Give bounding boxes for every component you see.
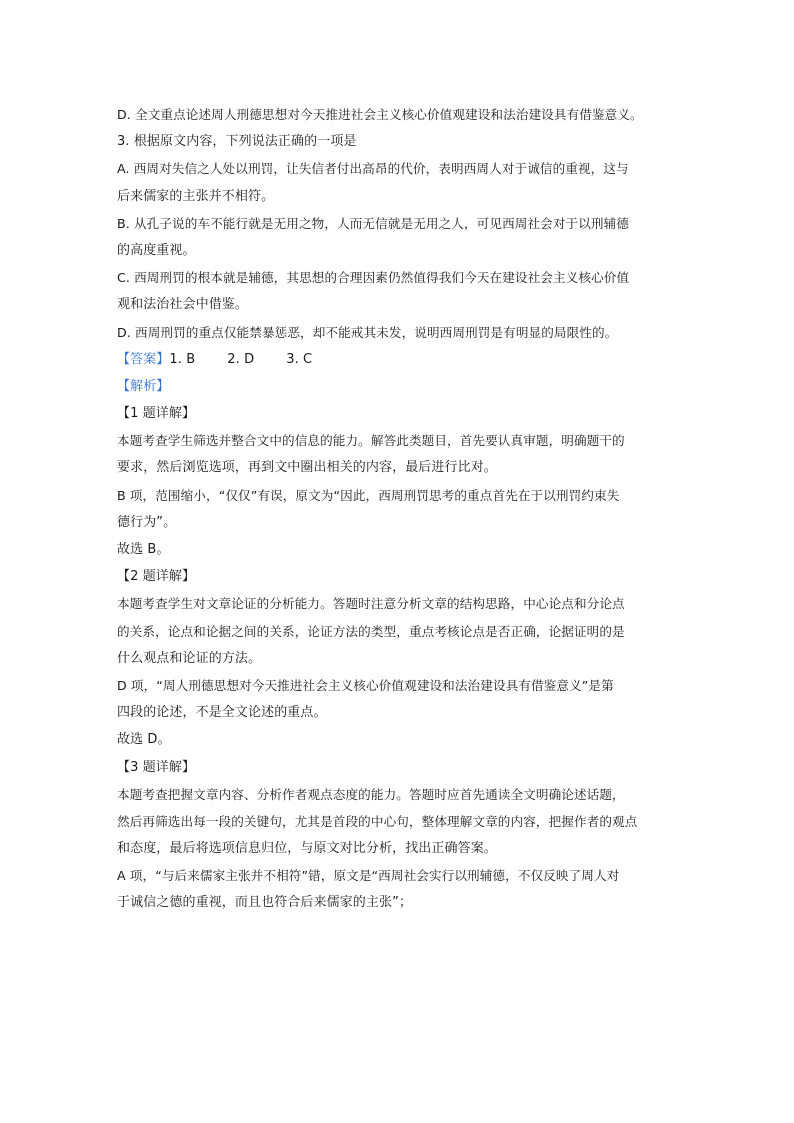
detail1-p1-line1: 本题考查学生筛选并整合文中的信息的能力。解答此类题目，首先要认真审题，明确题干的	[117, 433, 625, 449]
q3-option-a-line1: A. 西周对失信之人处以刑罚，让失信者付出高昂的代价，表明西周人对于诚信的重视，这与	[117, 161, 629, 177]
detail2-p2-line1: D 项，“周人刑德思想对今天推进社会主义核心价值观建设和法治建设具有借鉴意义”是第	[117, 677, 614, 693]
q3-option-c-line2: 观和法治社会中借鉴。	[117, 297, 249, 313]
document-content	[117, 101, 697, 917]
answer-2: 2. D	[227, 351, 255, 367]
q3-option-c-line1: C. 西周刑罚的根本就是辅德，其思想的合理因素仍然值得我们今天在建设社会主义核心价值	[117, 270, 630, 286]
answer-tag: 【答案】	[117, 351, 170, 367]
detail3-p2-line2: 于诚信之德的重视，而且也符合后来儒家的主张”；	[117, 895, 413, 911]
q3-option-b-line2: 的高度重视。	[117, 242, 196, 258]
detail3-heading: 【3 题详解】	[117, 759, 196, 775]
answer-1: 1. B	[169, 351, 196, 367]
detail2-conclusion: 故选 D。	[117, 732, 171, 748]
detail2-p1-line1: 本题考查学生对文章论证的分析能力。答题时注意分析文章的结构思路，中心论点和分论点	[117, 596, 625, 612]
detail2-p2-line2: 四段的论述，不是全文论述的重点。	[117, 705, 327, 721]
detail1-p2-line1: B 项，范围缩小，“仅仅”有误，原文为“因此，西周刑罚思考的重点首先在于以刑罚约束失	[117, 487, 620, 503]
detail1-p1-line2: 要求，然后浏览选项，再到文中圈出相关的内容，最后进行比对。	[117, 460, 497, 476]
detail3-p1-line3: 和态度，最后将选项信息归位，与原文对比分析，找出正确答案。	[117, 841, 497, 857]
q3-option-a-line2: 后来儒家的主张并不相符。	[117, 188, 275, 204]
detail2-p1-line3: 什么观点和论证的方法。	[117, 650, 262, 666]
detail3-p2-line1: A 项，“与后来儒家主张并不相符”错，原文是“西周社会实行以刑辅德，不仅反映了周人对	[117, 868, 620, 884]
q3-option-d: D. 西周刑罚的重点仅能禁暴惩恶，却不能戒其未发，说明西周刑罚是有明显的局限性的。	[117, 324, 618, 340]
answer-line	[117, 346, 697, 373]
answer-3: 3. C	[286, 351, 313, 367]
detail1-heading: 【1 题详解】	[117, 406, 196, 422]
q3-option-b-line1: B. 从孔子说的车不能行就是无用之物，人而无信就是无用之人，可见西周社会对于以刑辅德	[117, 215, 630, 231]
detail3-p1-line1: 本题考查把握文章内容、分析作者观点态度的能力。答题时应首先通读全文明确论述话题，	[117, 786, 625, 802]
detail1-conclusion: 故选 B。	[117, 542, 170, 557]
detail3-p1-line2: 然后再筛选出每一段的关键句，尤其是首段的中心句，整体理解文章的内容，把握作者的观点	[117, 813, 638, 829]
q2-option-d: D. 全文重点论述周人刑德思想对今天推进社会主义核心价值观建设和法治建设具有借鉴意义。	[117, 107, 643, 122]
q3-stem: 3. 根据原文内容，下列说法正确的一项是	[117, 134, 357, 150]
detail2-heading: 【2 题详解】	[117, 569, 196, 585]
analysis-tag: 【解析】	[117, 378, 170, 394]
detail1-p2-line2: 德行为”。	[117, 514, 177, 530]
detail2-p1-line2: 的关系，论点和论据之间的关系，论证方法的类型，重点考核论点是否正确，论据证明的是	[117, 623, 625, 639]
